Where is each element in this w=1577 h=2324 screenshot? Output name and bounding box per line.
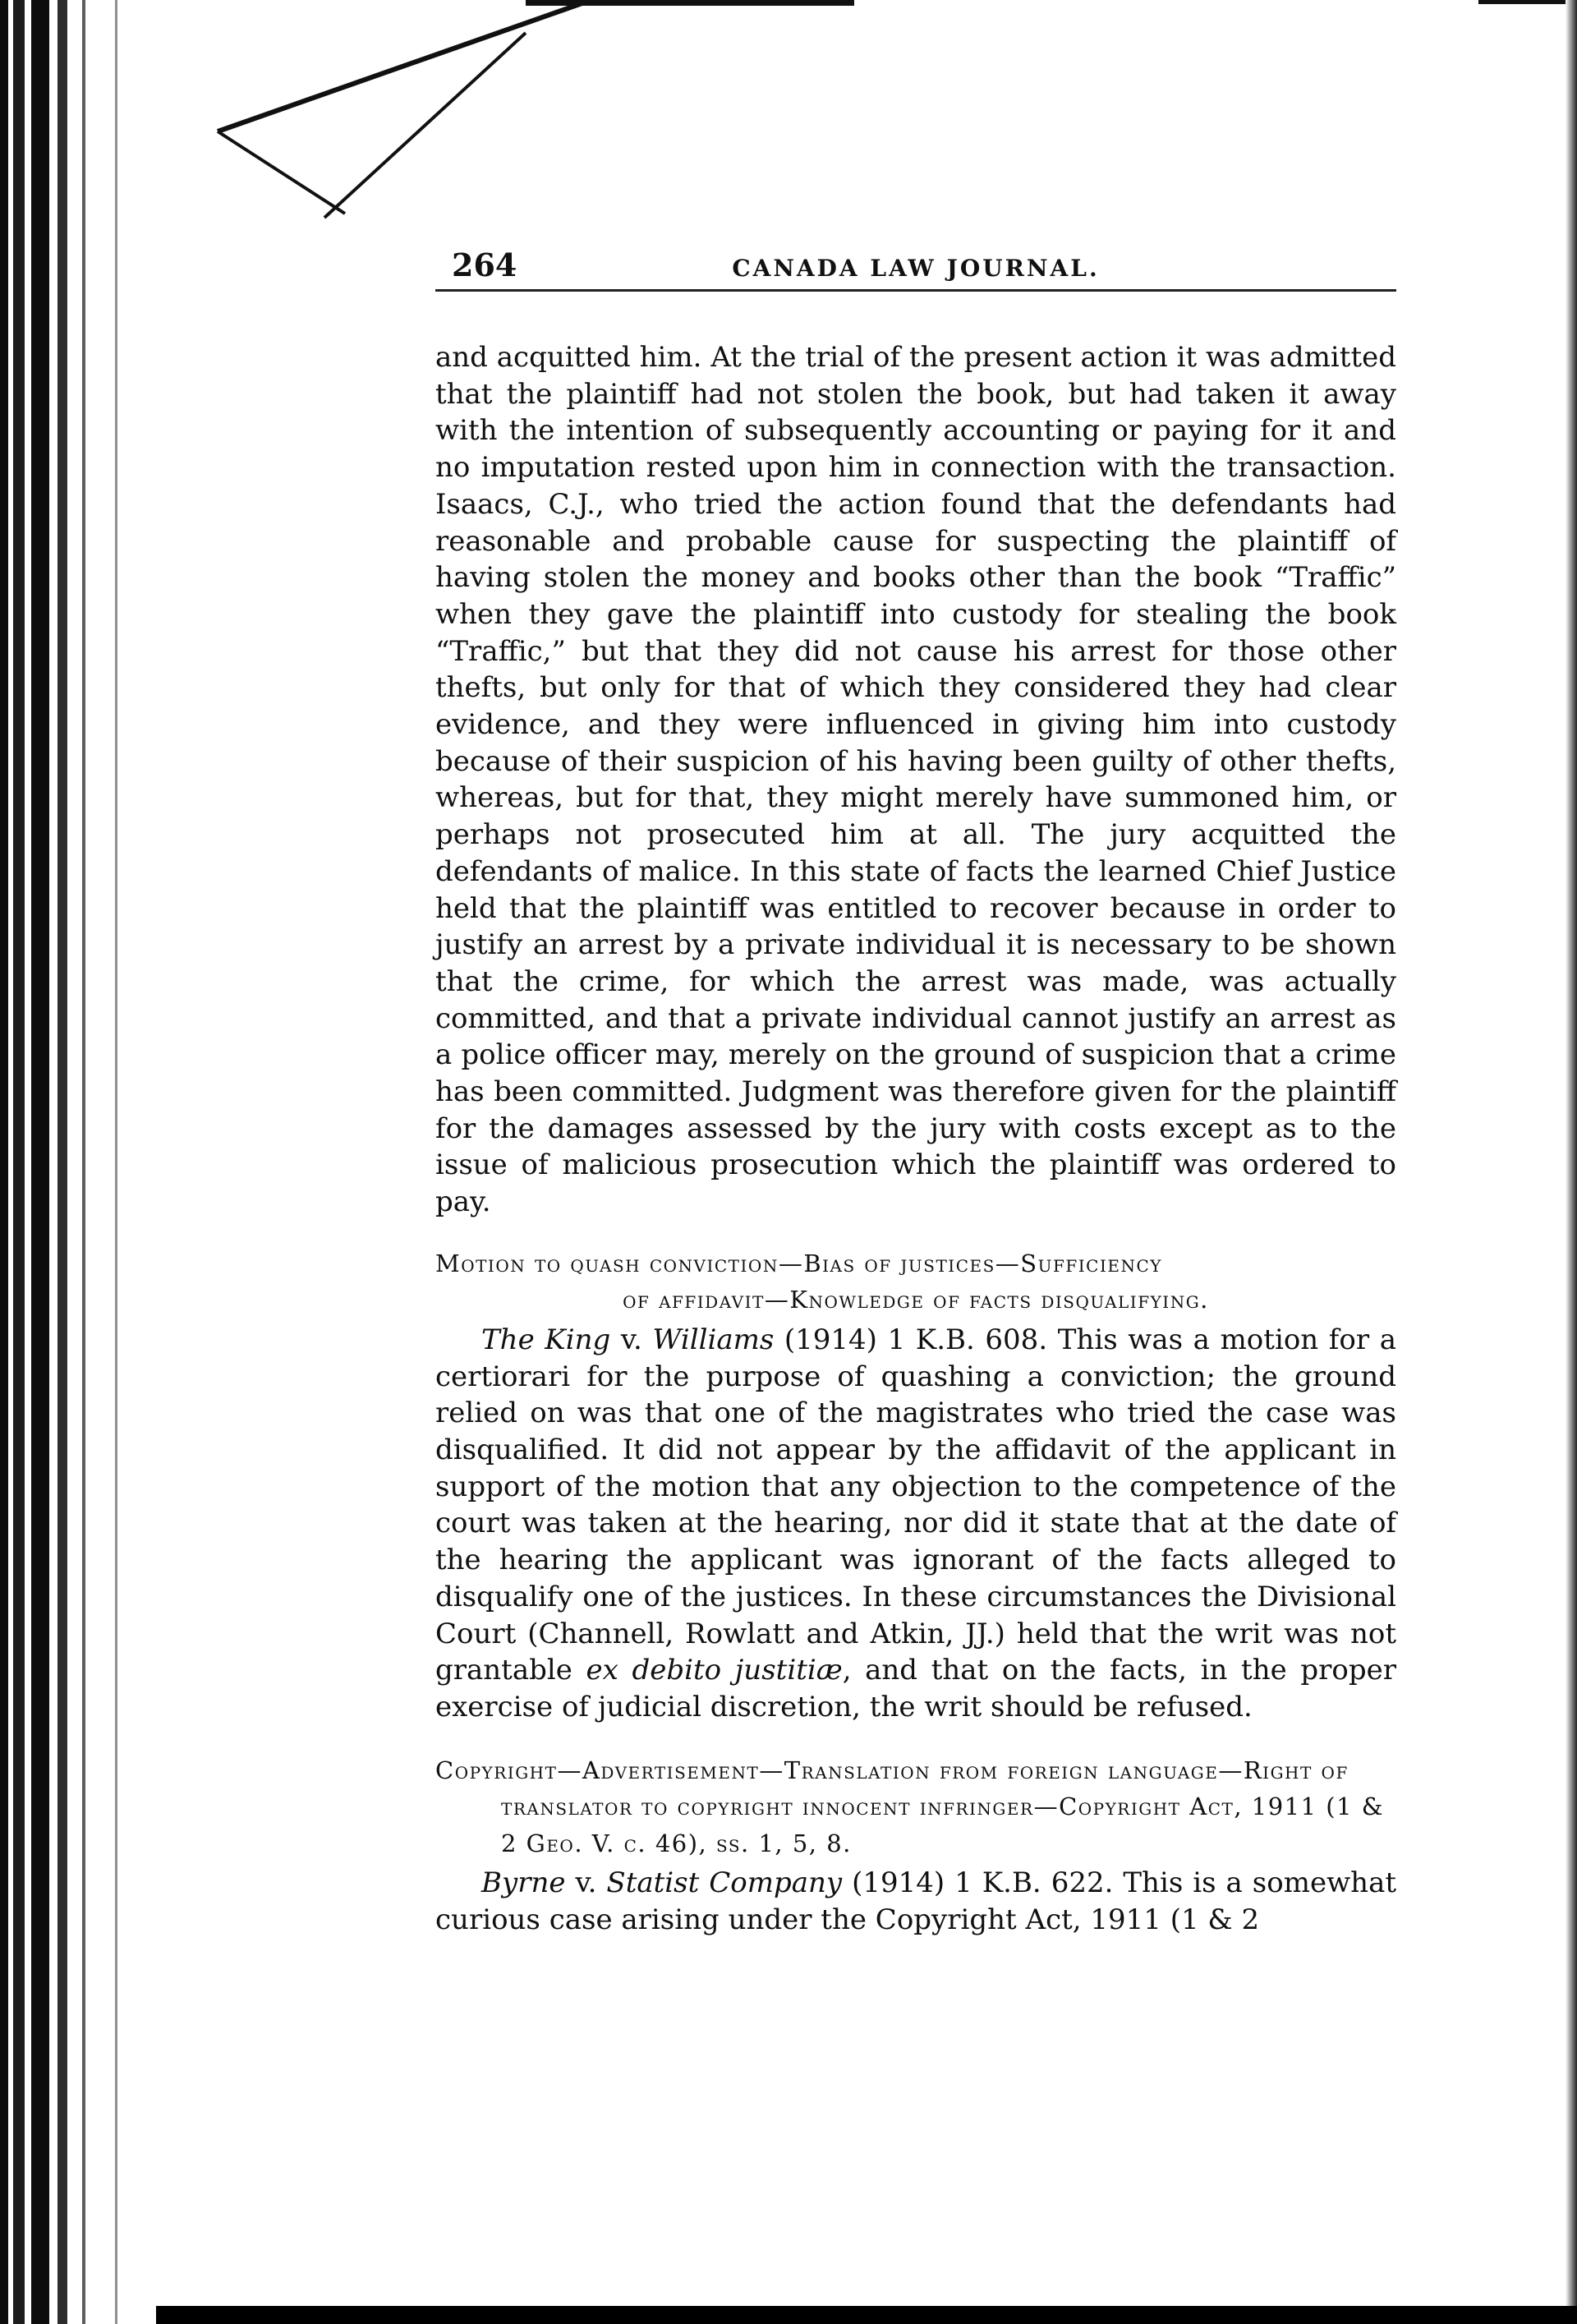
latin-phrase: ex debito justitiæ [586, 1654, 843, 1687]
case-party: Williams [652, 1323, 775, 1356]
paragraph-text: (1914) 1 K.B. 608. This was a motion for a certiorari for the purpose of quashing a conviction; the ground relied on was that one of the magistrates who tried the case was disqualified. It did not appear by the affidavit of the applicant in support of the motion that any objection to the competence of the court was taken at the hearing, nor did it state that at the date of the hearing the applicant was ignorant of the facts alleged to disqualify one of the justices. In these circumstances the Divisional Court (Channell, Rowlatt and Atkin, JJ.) held that the writ was not grantable [435, 1323, 1396, 1687]
case-name: The King [481, 1323, 611, 1356]
paragraph-acquittal: and acquitted him. At the trial of the present action it was admitted that the plaintiff had not stolen the book, but had taken it away with the intention of subsequently accounting or paying for it and no imputation rested upon him in connection with the transaction. Isaacs, C.J., who tried the action found that the defendants had reasonable and probable cause for suspecting the plaintiff of having stolen the money and books other than the book “Traffic” when they gave the plaintiff into custody for stealing the book “Traffic,” but that they did not cause his arrest for those other thefts, but only for that of which they considered they had clear evidence, and they were influenced in giving him into custody because of their suspicion of his having been guilty of other thefts, whereas, but for that, they might merely have summoned him, or perhaps not prosecuted him at all. The jury acquitted the defendants of malice. In this state of facts the learned Chief Justice held that the plaintiff was entitled to recover because in order to justify an arrest by a private individual it is necessary to be shown that the crime, for which the arrest was made, was actually committed, and that a private individual cannot justify an arrest as a police officer may, merely on the ground of suspicion that a crime has been committed. Judgment was therefore given for the plaintiff for the damages assessed by the jury with costs except as to the issue of malicious prosecution which the plaintiff was ordered to pay. [435, 341, 1396, 1219]
case-versus: v. [610, 1323, 653, 1356]
paragraph-king-v-williams [435, 1322, 1396, 1726]
case-party: Statist Company [606, 1866, 843, 1900]
heading-line-2: of affidavit—Knowledge of facts disqualifying. [623, 1286, 1209, 1314]
scan-binding-fade [115, 0, 189, 2324]
case-name: Byrne [481, 1866, 566, 1900]
paragraph-text: (1914) 1 K.B. 622. This is a somewhat curious case arising under the Copyright Act, 1911 (1 & 2 [435, 1866, 1396, 1936]
section-heading-copyright: Copyright—Advertisement—Translation from foreign language—Right of translator to copyright innocent infringer—Copyright Act, 1911 (1 & 2 Geo. V. c. 46), ss. 1, 5, 8. [435, 1756, 1385, 1857]
journal-title: CANADA LAW JOURNAL. [732, 255, 1100, 282]
running-head [435, 246, 1396, 292]
page-number: 264 [452, 246, 517, 283]
paragraph-byrne-v-statist [435, 1865, 1396, 1938]
paragraph-text-end: , and that on the facts, in the proper exercise of judicial discretion, the writ should be refused. [435, 1654, 1396, 1723]
scan-right-edge [1566, 0, 1577, 2324]
document-page [435, 246, 1396, 1939]
heading-line-1: Motion to quash conviction—Bias of justices—Sufficiency [435, 1249, 1162, 1277]
section-heading-motion-to-quash [435, 1245, 1396, 1318]
case-versus: v. [565, 1866, 607, 1900]
scan-bottom-edge [156, 2306, 1577, 2324]
